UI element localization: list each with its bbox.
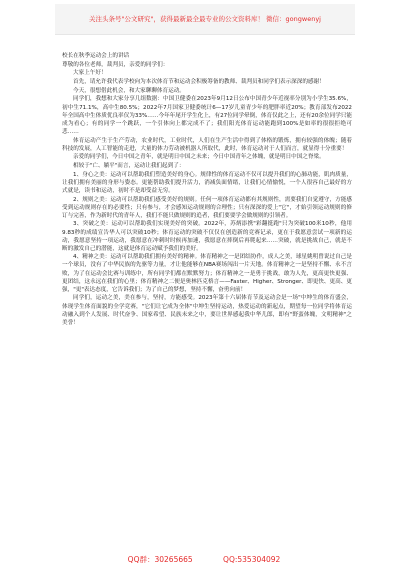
paragraph: 1、身心之美：运动可以帮助我们塑造美好的身心。规律性的体育运动不仅可以提升我们的心肺功能，肌肉质量，让我们拥有美丽的身形与姿态。更能帮助我们提升活力，消减负面情绪，让我们心情愉悦，一个人很容自己最好的方式就是，读书和运动，初时不是却受益无穷。 [62,171,352,194]
paragraph: 3、突破之美：运动可以帮助我们实现美好的突破。2022年，苏炳添携"彩翻挺跑"只为突破100米10秒，他用9.83秒的成绩宣告华人可以突破10秒；体育运动的突破不仅仅在创造新的竞赛记录，更在于我愿意尝试一项新的运动，我愿意坚持一项运动，我愿意在冲刺时时候再加速，我愿意在摔倒后再爬起来……突破，就是挑战自己，就是不断的激发自己的潜能，这就是体育运动赋予我们的美好。 [62,221,352,252]
promo-banner: 关注头条号"公文研究"，获得最新最全最专业的公文资料库！ 微信：gongwenyj [55,4,355,35]
paragraph: 今天，很想借此机会，和大家聊聊体育运动。 [73,87,185,94]
paragraph: 相较于"亡、躺平"而言，运动让我们起到了： [73,162,185,169]
greeting: 大家上午好！ [73,70,107,77]
paragraph: 亲爱的同学们，今日中国之青年，就是明日中国之未来；今日中国青年之体魄，就是明日中国之脊梁。 [73,154,325,161]
paragraph: 同学们，我想和大家分享几组数据：中国卫健委在2023年9月12日公布中国青少年近视率分别为小学生35.6%，初中生71.1%，高中生80.5%；2022年7月国家卫健委统计6—17岁儿童青少年的肥胖率近20%；教育部发布2022年全国高中生体质优良率仅为33%……今年年尾开学生化上，有27位同学晕倒，体育仅此之上，还有20余位同学只能成为看心；有的同学一个跳跃，一个引体向上都完成不了；我们阳光体育运动能跑到100%是如率的很很拒绝可悲…… [62,96,352,135]
paragraph: 体育运动产生于生产劳动，农业时代，工业时代，人们在生产生活中得到了体格的锻炼，拥有较强的体魄；随着科技的发展，人工智能的走进，大量的体力劳动被机器人所取代，此时，体育运动对于人们而言，就显得十分重要！ [62,137,352,152]
footer-contacts [0,554,408,565]
qq-group-text: QQ群：30265665 [127,555,193,564]
paragraph: 首先，请允许我代表学校向为本次体育节和运动会积极筹备的教师、裁判员和同学们表示深深的感谢！ [73,79,325,86]
paragraph: 同学们，运动之美，美在参与，坚持，方能感受。2023年第十六届体育节及运动会是一场"中坤生的体育盛会，体现学生体育面貌的全学竞赛，"它们让它成为全体"中坤生坚持运动，热爱运动的新起点，期望每一位同学将体育运动融入到个人发展、时代奋争、国家希望、民族未来之中，要让世界感起我中华儿郎，即有"野蛮体魄，文明精神"之美誉！ [62,295,352,326]
qq-text: QQ:535304092 [223,555,281,564]
paragraph: 4、精神之美：运动可以帮助我们拥有美好的精神。体育精神之一是团结协作，成人之美，球星姚明曾说过自己是一个球员，没有了中华民族的先驱等力量，才让他能够在NBA赛场闯出一片天地。体育精神之一是坚持不懈、永不言败，为了在运动会比赛与训练中，所有同学们都在默默努力；体育精神之一是勇于挑战，敢为人先，更高更快更强、更团结，这永远在我们的心里；体育精神之二便是奥林匹克格言——Faster、Higher、Stronger、即更快、更高、更强，"更"表达态度，它告诉我们；为了自己的梦想，坚持不懈，奋勇向前！ [62,254,352,293]
salutation: 尊敬的各位老师，裁判员，亲爱的同学们： [62,61,169,68]
paragraph: 2、规则之美：运动可以帮助我们感受美好的规则。任何一项体育运动都有其规则性，需要我们自觉遵守，方能感受到运动规则存在的必要性；只有参与，才会感知运动规则的合理性；只有深深的爱上"它"，才始引领运动规则的修订与完善，作为新时代的青年人，我们不能只做规则的追者，我们要要学会做规则的引领者。 [62,196,352,219]
document-body [62,52,352,546]
speech-title: 校长在秋季运动会上的讲话 [62,53,130,59]
